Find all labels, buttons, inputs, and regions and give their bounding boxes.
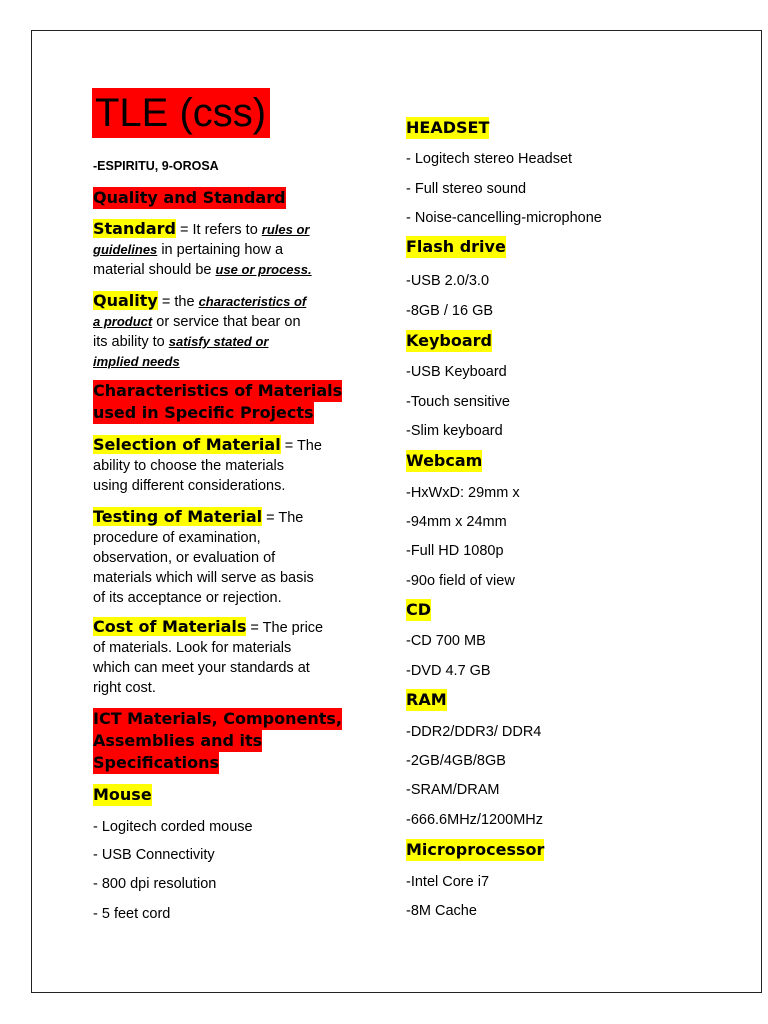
page-title: TLE (css) — [92, 88, 270, 138]
author-line: -ESPIRITU, 9-OROSA — [93, 159, 219, 173]
list-item: - Logitech corded mouse — [93, 819, 253, 835]
list-item: -HxWxD: 29mm x — [406, 485, 520, 501]
list-item: - 800 dpi resolution — [93, 876, 217, 892]
list-item: - USB Connectivity — [93, 847, 215, 863]
heading-flash-drive: Flash drive — [406, 237, 506, 256]
selection-definition: Selection of Material = The ability to choose the materials using different considerations. — [93, 435, 322, 494]
heading-mouse: Mouse — [93, 785, 152, 804]
testing-definition: Testing of Material = The procedure of examination, observation, or evaluation of materials which will serve as basis of its acceptance or rejection. — [93, 507, 314, 606]
list-item: -94mm x 24mm — [406, 514, 507, 530]
list-item: -Full HD 1080p — [406, 543, 504, 559]
term-testing-of-material: Testing of Material — [93, 507, 263, 526]
term-standard: Standard — [93, 219, 176, 238]
standard-definition: Standard = It refers to rules or guidelines in pertaining how a material should be use or process. — [93, 219, 312, 278]
list-item: -DDR2/DDR3/ DDR4 — [406, 724, 542, 740]
list-item: - 5 feet cord — [93, 906, 171, 922]
cost-definition: Cost of Materials = The price of materials. Look for materials which can meet your standards at right cost. — [93, 617, 324, 696]
list-item: -SRAM/DRAM — [406, 782, 500, 798]
section-heading-quality-standard: Quality and Standard — [93, 188, 286, 207]
list-item: -CD 700 MB — [406, 633, 486, 649]
heading-cd: CD — [406, 600, 432, 619]
list-item: -2GB/4GB/8GB — [406, 753, 506, 769]
section-heading-characteristics: Characteristics of Materials used in Specific Projects — [93, 381, 343, 422]
heading-ram: RAM — [406, 690, 447, 709]
list-item: -Touch sensitive — [406, 394, 510, 410]
term-cost-of-materials: Cost of Materials — [93, 617, 247, 636]
heading-headset: HEADSET — [406, 118, 490, 137]
list-item: -8M Cache — [406, 903, 477, 919]
list-item: -USB 2.0/3.0 — [406, 273, 490, 289]
list-item: -8GB / 16 GB — [406, 303, 494, 319]
list-item: - Full stereo sound — [406, 181, 527, 197]
list-item: -90o field of view — [406, 573, 515, 589]
section-heading-ict-materials: ICT Materials, Components, Assemblies and its Specifications — [93, 709, 342, 772]
term-quality: Quality — [93, 291, 158, 310]
list-item: -USB Keyboard — [406, 364, 507, 380]
list-item: -Slim keyboard — [406, 423, 503, 439]
heading-webcam: Webcam — [406, 451, 483, 470]
heading-microprocessor: Microprocessor — [406, 840, 545, 859]
list-item: -Intel Core i7 — [406, 874, 490, 890]
list-item: - Logitech stereo Headset — [406, 151, 573, 167]
list-item: -DVD 4.7 GB — [406, 663, 491, 679]
list-item: - Noise-cancelling-microphone — [406, 210, 602, 226]
term-selection-of-material: Selection of Material — [93, 435, 281, 454]
list-item: -666.6MHz/1200MHz — [406, 812, 543, 828]
heading-keyboard: Keyboard — [406, 331, 492, 350]
quality-definition: Quality = the characteristics of a product or service that bear on its ability to satisfy stated or implied needs — [93, 291, 307, 369]
